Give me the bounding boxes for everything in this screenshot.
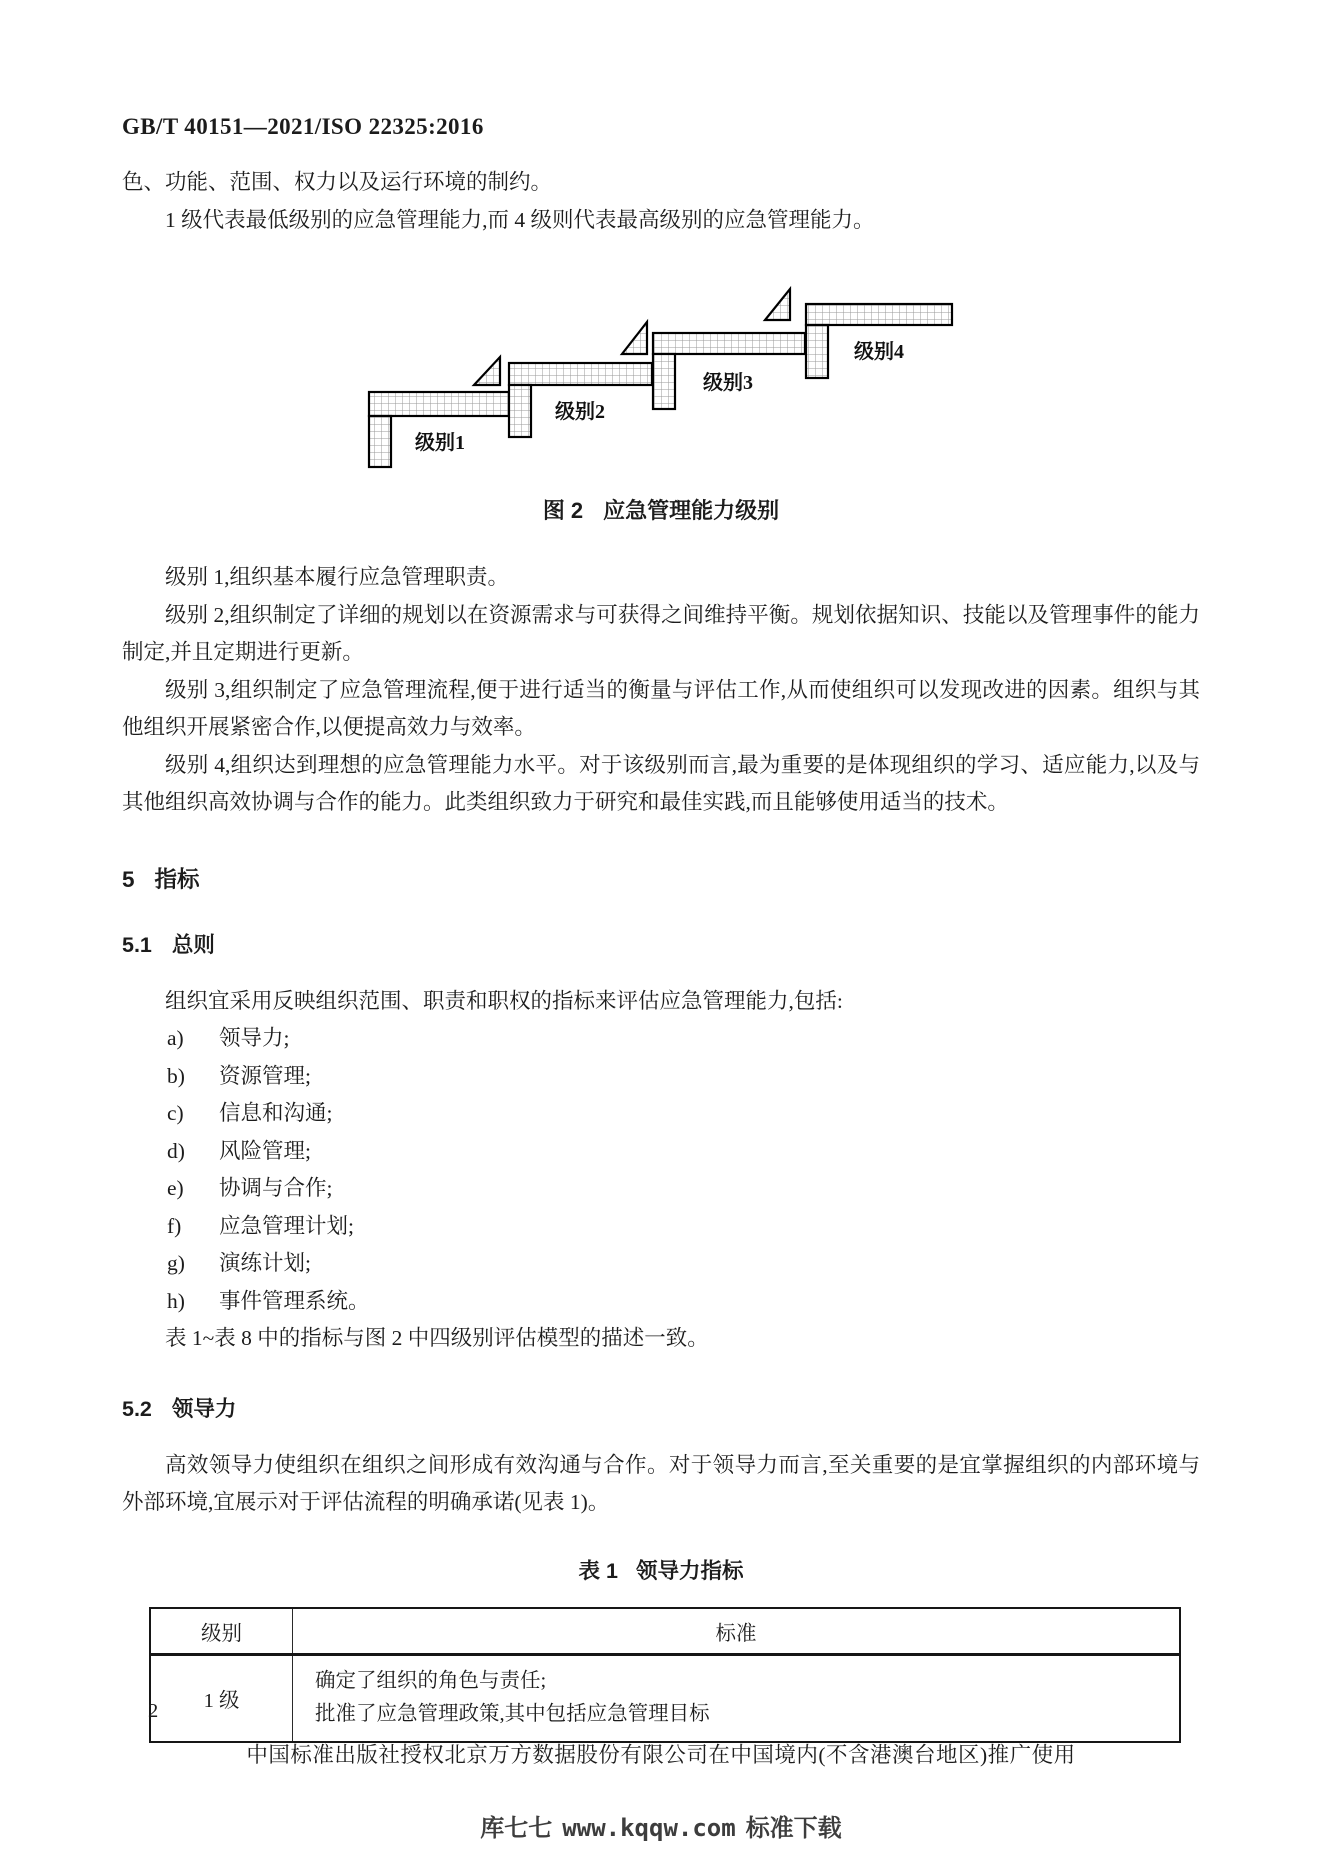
list-item: [122, 1020, 1200, 1058]
step-riser: [509, 385, 531, 437]
list-item-text: 事件管理系统。: [219, 1288, 370, 1313]
list-item-text: 风险管理;: [219, 1138, 311, 1163]
section-5-1-closing: 表 1~表 8 中的指标与图 2 中四级别评估模型的描述一致。: [165, 1326, 709, 1350]
watermark-suffix: 标准下载: [745, 1815, 842, 1842]
list-item: [122, 1058, 1200, 1096]
list-item: [122, 1245, 1200, 1283]
list-item-text: 应急管理计划;: [219, 1213, 354, 1238]
download-watermark: [0, 1808, 1322, 1843]
list-item-text: 领导力;: [219, 1026, 290, 1050]
intro-line-1: 色、功能、范围、权力以及运行环境的制约。: [122, 170, 553, 194]
list-item-marker: d): [167, 1138, 185, 1163]
list-item-marker: e): [167, 1176, 184, 1200]
step-tread: [509, 363, 652, 385]
table-cell-level: 1 级: [150, 1654, 293, 1742]
table-header-row: [150, 1608, 1180, 1655]
watermark-site-name: 库七七: [480, 1815, 553, 1842]
ramp-triangle-icon: [474, 357, 500, 385]
list-item-text: 演练计划;: [219, 1251, 311, 1275]
list-item-marker: h): [167, 1288, 185, 1313]
table-row: [150, 1654, 1180, 1742]
list-item-text: 协调与合作;: [219, 1176, 333, 1200]
step-riser: [369, 416, 391, 467]
section-5-1-title: 总则: [171, 932, 215, 957]
leadership-indicator-table: [149, 1607, 1181, 1743]
level-4-paragraph: 级别 4,组织达到理想的应急管理能力水平。对于该级别而言,最为重要的是体现组织的学习、适应能力,以及与其他组织高效协调与合作的能力。此类组织致力于研究和最佳实践,而且能够使用适当的技术。: [122, 752, 1200, 814]
table-body: [150, 1654, 1180, 1742]
list-item-marker: f): [167, 1213, 182, 1238]
table-1-caption-title: 领导力指标: [635, 1558, 744, 1583]
ramp-triangle-icon: [765, 289, 790, 320]
list-item: [122, 1095, 1200, 1133]
page-number: 2: [148, 1700, 159, 1722]
publisher-authorization-line: 中国标准出版社授权北京万方数据股份有限公司在中国境内(不含港澳台地区)推广使用: [246, 1743, 1076, 1767]
list-item-marker: b): [167, 1063, 185, 1088]
table-1-caption-label: 表 1: [578, 1558, 618, 1583]
figure-caption-title: 应急管理能力级别: [603, 498, 780, 523]
list-item: [122, 1208, 1200, 1246]
step-tread: [653, 333, 805, 354]
step-label: 级别4: [854, 341, 904, 363]
standard-code-header: GB/T 40151—2021/ISO 22325:2016: [122, 114, 484, 139]
capability-levels-staircase-figure: [360, 277, 960, 472]
section-5-2-title: 领导力: [171, 1396, 237, 1421]
list-item-marker: a): [167, 1026, 184, 1050]
step-label: 级别3: [703, 372, 753, 394]
section-5-1-heading: [122, 928, 1200, 959]
section-5-title: 指标: [154, 866, 200, 892]
criteria-line: 确定了组织的角色与责任;: [315, 1669, 547, 1692]
indicator-list: [122, 1020, 1200, 1320]
level-2-paragraph: 级别 2,组织制定了详细的规划以在资源需求与可获得之间维持平衡。规划依据知识、技能以及管理事件的能力制定,并且定期进行更新。: [122, 602, 1200, 664]
section-5-number: 5: [122, 866, 135, 892]
table-1-caption: [122, 1554, 1200, 1585]
list-item-marker: g): [167, 1251, 185, 1275]
section-5-2-paragraph: 高效领导力使组织在组织之间形成有效沟通与合作。对于领导力而言,至关重要的是宜掌握组织的内部环境与外部环境,宜展示对于评估流程的明确承诺(见表 1)。: [122, 1452, 1200, 1514]
section-5-2-number: 5.2: [122, 1396, 152, 1421]
list-item: [122, 1133, 1200, 1171]
level-3-paragraph: 级别 3,组织制定了应急管理流程,便于进行适当的衡量与评估工作,从而使组织可以发现改进的因素。组织与其他组织开展紧密合作,以便提高效力与效率。: [122, 677, 1200, 739]
figure-caption-label: 图 2: [542, 498, 584, 523]
step-riser: [806, 325, 828, 378]
table-header-level: 级别: [150, 1608, 293, 1655]
table-cell-criteria: [293, 1654, 1181, 1742]
step-tread: [369, 392, 510, 416]
step-label: 级别2: [555, 401, 605, 423]
list-item-text: 资源管理;: [219, 1063, 311, 1088]
ramp-triangle-icon: [622, 322, 647, 354]
table-header-criteria: 标准: [293, 1608, 1181, 1655]
section-5-1-intro: 组织宜采用反映组织范围、职责和职权的指标来评估应急管理能力,包括:: [165, 988, 843, 1013]
figure-2-block: [122, 277, 1200, 525]
step-label: 级别1: [415, 432, 465, 454]
list-item-text: 信息和沟通;: [219, 1101, 333, 1125]
step-riser: [653, 354, 675, 409]
level-1-paragraph: 级别 1,组织基本履行应急管理职责。: [165, 565, 510, 589]
figure-caption: [122, 494, 1200, 525]
section-5-heading: [122, 862, 1200, 894]
section-5-1-number: 5.1: [122, 932, 152, 957]
watermark-url: www.kqqw.com: [562, 1814, 736, 1842]
section-5-2-heading: [122, 1392, 1200, 1423]
list-item-marker: c): [167, 1101, 184, 1125]
step-tread: [806, 304, 952, 325]
list-item: [122, 1283, 1200, 1321]
intro-line-2: 1 级代表最低级别的应急管理能力,而 4 级则代表最高级别的应急管理能力。: [165, 207, 875, 232]
list-item: [122, 1170, 1200, 1208]
criteria-line: 批准了应急管理政策,其中包括应急管理目标: [315, 1703, 710, 1725]
